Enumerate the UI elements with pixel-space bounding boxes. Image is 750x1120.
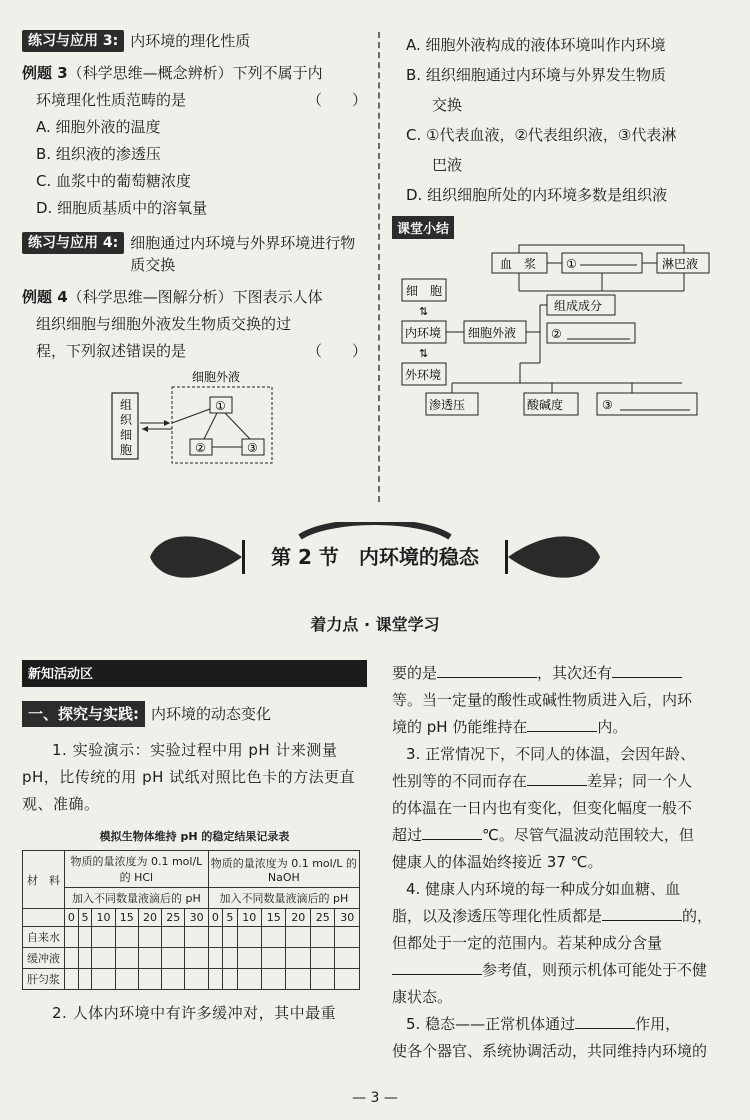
blank-2	[612, 677, 682, 678]
zone-tag	[22, 660, 367, 687]
inquiry-heading	[22, 701, 367, 727]
drop-hcl-0: 0	[65, 909, 79, 927]
line-15: 使各个器官、系统协调活动，共同维持内环境的	[392, 1042, 708, 1060]
blank-6	[602, 920, 682, 921]
example-4-option-a: A. 细胞外液构成的液体环境叫作内环境	[406, 36, 666, 54]
practice-4-text: 细胞通过内环境与外界环境进行物质交换	[130, 234, 356, 274]
map-composition: 组成成分	[554, 299, 603, 313]
row-tap-water: 自来水	[23, 927, 65, 948]
line-13: 康状态。	[392, 988, 453, 1006]
paragraph-1: 1. 实验演示：实验过程中用 pH 计来测量 pH，比传统的用 pH 试纸对照比色卡的方法更直观、准确。	[22, 741, 356, 813]
example-4-text: （科学思维—图解分析）下图表示人体	[67, 288, 323, 306]
page-number: — 3 —	[352, 1090, 398, 1106]
blank-5	[422, 839, 482, 840]
diagram-arrow-out-head	[142, 426, 148, 432]
drop-hcl-20: 20	[138, 909, 161, 927]
blank-7	[392, 974, 482, 975]
line-6: 的体温在一日内也有变化，但变化幅度一般不	[392, 799, 693, 817]
class-summary-tag: 课堂小结	[392, 216, 454, 239]
map-internal: 内环境	[405, 326, 442, 340]
example-4-option-b-cont: 交换	[432, 96, 463, 114]
map-ph: 酸碱度	[527, 398, 564, 412]
practice-3-tag: 练习与应用 3:	[22, 30, 124, 52]
practice-3-text: 内环境的理化性质	[130, 32, 251, 50]
exchange-diagram	[92, 369, 352, 469]
example-4-option-c-cont: 巴液	[432, 156, 463, 174]
example-3-option-b: B. 组织液的渗透压	[36, 145, 161, 163]
drop-hcl-10: 10	[92, 909, 115, 927]
row-liver: 肝匀浆	[23, 969, 65, 990]
l5b: 差异；同一个人	[587, 772, 693, 790]
example-4-text3: 程，下列叙述错误的是	[36, 342, 187, 360]
drop-naoh-20: 20	[286, 909, 310, 927]
example-4-label: 例题 4	[22, 288, 68, 306]
practice-3-heading	[22, 30, 367, 52]
diagram-node-3: ③	[247, 441, 258, 455]
map-arrow-internal-external: ⇅	[419, 347, 429, 360]
right-column-top	[392, 30, 730, 437]
map-external: 外环境	[405, 368, 442, 382]
diagram-node-1: ①	[215, 399, 226, 413]
paragraph-2-start: 2. 人体内环境中有许多缓冲对，其中最重	[52, 1004, 337, 1022]
table-row	[23, 948, 360, 969]
blank-1	[437, 677, 537, 678]
left-column-top	[22, 30, 367, 473]
th-hcl-drops: 加入不同数量液滴后的 pH	[65, 888, 209, 909]
example-4-answer-blank: （ ）	[306, 342, 367, 360]
example-3-label: 例题 3	[22, 64, 68, 82]
section-banner	[0, 522, 750, 592]
left-column-bottom	[22, 660, 367, 1027]
l7b: ℃。尽管气温波动范围较大，但	[482, 826, 694, 844]
example-3-question	[22, 60, 367, 87]
concept-map	[392, 243, 722, 433]
th-naoh: 物质的量浓度为 0.1 mol/L 的 NaOH	[208, 851, 359, 888]
example-4-option-b: B. 组织细胞通过内环境与外界发生物质	[406, 66, 666, 84]
line-4: 3. 正常情况下，不同人的体温，会因年龄、	[406, 745, 696, 763]
example-3-option-a: A. 细胞外液的温度	[36, 118, 161, 136]
line-8: 健康人的体温始终接近 37 ℃。	[392, 853, 603, 871]
diagram-arrow-in-head	[164, 420, 170, 426]
map-top-loop	[519, 245, 684, 253]
map-ecf: 细胞外液	[468, 326, 517, 340]
map-osmotic: 渗透压	[429, 398, 466, 412]
line-12	[392, 957, 730, 984]
line-3	[392, 714, 730, 741]
example-3-option-c: C. 血浆中的葡萄糖浓度	[36, 172, 192, 190]
line-11: 但都处于一定的范围内。若某种成分含量	[392, 934, 663, 952]
example-4-question	[22, 284, 367, 311]
diagram-cell-label-3: 细	[120, 428, 133, 442]
example-3-option-d: D. 细胞质基质中的溶氧量	[36, 199, 208, 217]
map-cell: 细 胞	[406, 284, 443, 298]
ornament-left	[150, 536, 242, 577]
drop-naoh-5: 5	[223, 909, 237, 927]
example-4-option-c: C. ①代表血液，②代表组织液，③代表淋	[406, 126, 677, 144]
map-blood: 血 浆	[500, 257, 537, 271]
diagram-cell-label-4: 胞	[120, 443, 133, 457]
line-10	[392, 903, 730, 930]
inquiry-label: 一、探究与实践:	[22, 701, 145, 727]
line-5	[392, 768, 730, 795]
example-4-question-line2: 组织细胞与细胞外液发生物质交换的过	[36, 315, 292, 333]
ornament-right	[508, 536, 600, 577]
ornament-top	[300, 522, 450, 537]
th-material: 材 料	[23, 851, 65, 909]
map-arrow-cell-internal: ⇅	[419, 305, 429, 318]
practice-4-tag: 练习与应用 4:	[22, 232, 124, 254]
drop-hcl-30: 30	[185, 909, 208, 927]
line-1	[392, 660, 730, 687]
section-title: 第 2 节 内环境的稳态	[242, 540, 508, 574]
blank-3	[527, 731, 597, 732]
l14b: 作用，	[635, 1015, 681, 1033]
example-3-question-line2	[22, 87, 367, 114]
l10b: 的，	[682, 907, 713, 925]
right-column-bottom	[392, 660, 730, 1065]
l1b: ，其次还有	[537, 664, 613, 682]
practice-4-heading	[22, 232, 367, 276]
diagram-outer-label: 细胞外液	[192, 370, 241, 384]
table-title: 模拟生物体维持 pH 的稳定结果记录表	[99, 830, 290, 843]
l7a: 超过	[392, 826, 423, 844]
l3a: 境的 pH 仍能维持在	[392, 718, 528, 736]
map-lymph: 淋巴液	[662, 257, 699, 271]
line-14	[392, 1011, 730, 1038]
zone-tag-label: 新知活动区	[28, 667, 94, 682]
diagram-node-2: ②	[195, 441, 206, 455]
ph-record-table	[22, 850, 360, 990]
drop-hcl-25: 25	[162, 909, 185, 927]
diagram-cell-label-1: 组	[120, 398, 133, 412]
diagram-link-1-3	[225, 413, 250, 439]
example-3-text: （科学思维—概念辨析）下列不属于内	[67, 64, 323, 82]
drop-naoh-25: 25	[310, 909, 334, 927]
th-naoh-drops: 加入不同数量液滴后的 pH	[208, 888, 359, 909]
drop-naoh-30: 30	[335, 909, 360, 927]
l10a: 脂，以及渗透压等理化性质都是	[392, 907, 603, 925]
drop-naoh-15: 15	[262, 909, 286, 927]
l5a: 性别等的不同而存在	[392, 772, 528, 790]
table-row	[23, 927, 360, 948]
column-divider	[378, 32, 380, 502]
line-9: 4. 健康人内环境的每一种成分如血糖、血	[406, 880, 681, 898]
diagram-cell-label-2: 织	[120, 413, 133, 427]
example-3-answer-blank: （ ）	[306, 91, 367, 109]
l1a: 要的是	[392, 664, 438, 682]
blank-8	[575, 1028, 635, 1029]
th-hcl: 物质的量浓度为 0.1 mol/L 的 HCl	[65, 851, 209, 888]
diagram-link-1-2	[204, 413, 217, 439]
example-4-option-d: D. 组织细胞所处的内环境多数是组织液	[406, 186, 668, 204]
example-4-question-line3	[22, 338, 367, 365]
drop-hcl-15: 15	[115, 909, 138, 927]
blank-4	[527, 785, 587, 786]
line-7	[392, 822, 730, 849]
map-c2: ②	[551, 327, 562, 341]
row-buffer: 缓冲液	[23, 948, 65, 969]
l3b: 内。	[597, 718, 628, 736]
map-c3: ③	[602, 398, 613, 412]
drop-naoh-0: 0	[208, 909, 222, 927]
l14a: 5. 稳态——正常机体通过	[406, 1015, 576, 1033]
table-row	[23, 969, 360, 990]
th-drops-empty	[23, 909, 65, 927]
line-2: 等。当一定量的酸性或碱性物质进入后，内环	[392, 691, 693, 709]
map-c1: ①	[566, 257, 577, 271]
drop-naoh-10: 10	[237, 909, 261, 927]
diagram-arrow-to-1	[172, 409, 210, 423]
section-subtitle: 着力点 · 课堂学习	[310, 615, 440, 634]
l12: 参考值，则预示机体可能处于不健	[482, 961, 708, 979]
inquiry-text: 内环境的动态变化	[151, 705, 272, 723]
drop-hcl-5: 5	[78, 909, 92, 927]
example-3-text2: 环境理化性质范畴的是	[36, 91, 187, 109]
